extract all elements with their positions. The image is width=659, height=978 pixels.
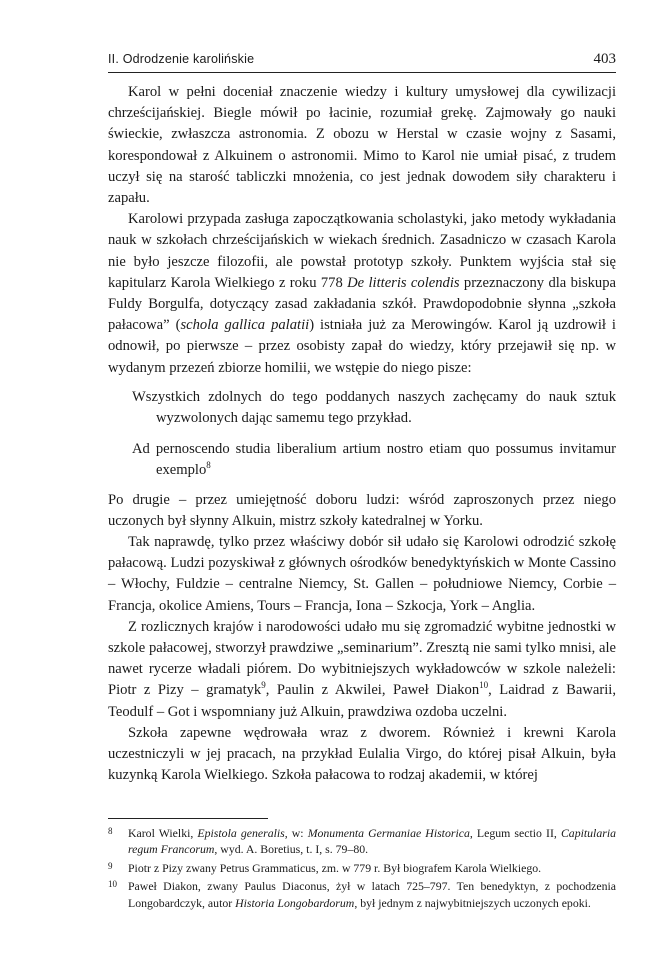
term-schola-palatii: schola gallica palatii — [180, 317, 310, 334]
fn8-t4: , wyd. A. Boretius, t. I, s. 79–80. — [214, 842, 369, 857]
paragraph-4: Tak naprawdę, tylko przez właściwy dobór sił udało się Karolowi odrodzić szkołę pałacową. Ludzi pozyskiwał z głównych ośrodków benedyktyńskich w Monte Cassino – Włochy, Fuldzie – centralne Niemcy, St. Gallen – południowe Niemcy, Corbie – Francja, okolice Amiens, Tours – Francja, Iona – Szkocja, York – Anglia. — [108, 534, 616, 614]
footnote-ref-9[interactable]: 9 — [261, 680, 266, 691]
fn8-i2: Monumenta Germaniae Historica — [307, 826, 470, 840]
fn8-t3: , Legum sectio II, — [469, 826, 561, 840]
paragraph-5 — [108, 617, 616, 723]
fn8-i3: Capitularia regum Francorum — [128, 826, 616, 857]
quote-latin-text: Ad pernoscendo studia liberalium artium nostro etiam quo possumus invitamur exemplo — [132, 441, 616, 479]
quote-latin — [132, 439, 616, 481]
page-number: 403 — [593, 51, 616, 67]
paragraph-5-text-a: Z rozlicznych krajów i narodowości udało mu się zgromadzić wybitne jednostki w szkole pałacowej, stworzył prawdziwe „seminarium”. Zresztą nie sami tylko mnisi, ale nawet rycerze władali piórem. Do wybitniejszych wykładowców w szkole należeli: Piotr z Pizy – gramatyk — [108, 618, 616, 699]
paragraph-5-text-c: , Laidrad z Bawarii, Teodulf – Got i wspomniany już Alkuin, prawdziwa ozdoba uczelni. — [108, 682, 616, 720]
footnote-divider — [108, 818, 268, 819]
footnote-10 — [108, 878, 616, 911]
fn8-t2: , w: — [284, 826, 308, 840]
paragraph-1: Karol w pełni doceniał znaczenie wiedzy i kultury umysłowej dla cywilizacji chrześcijańskiej. Biegle mówił po łacinie, rozumiał grekę. Zajmowały go nauki świeckie, zwłaszcza astronomia. Z obozu w Herstal w czasie wojny z Sasami, korespondował z Alkuinem o astronomii. Mimo to Karol nie umiał pisać, z trudem uczył się na starość tabliczki mnożenia, co jest jednak dowodem siły charakteru i zapału. — [108, 84, 616, 207]
footnote-8 — [108, 825, 616, 858]
fn10-i1: Historia Longobardorum — [235, 895, 355, 910]
fn10-t2: , był jednym z najwybitniejszych uczonych epoki. — [354, 895, 591, 910]
footnote-text: Piotr z Pizy zwany Petrus Grammaticus, zm. w 779 r. Był biografem Karola Wielkiego. — [128, 860, 542, 875]
footnote-mark: 8 — [108, 826, 113, 836]
paragraph-2 — [108, 209, 616, 379]
running-header — [108, 50, 616, 73]
footnote-mark: 10 — [108, 879, 117, 890]
block-quote — [108, 387, 616, 482]
footnote-9 — [108, 860, 616, 876]
paragraph-2-text-b: przeznaczony dla biskupa Fuldy Borgulfa, dotyczący zasad zakładania szkół. Prawdopodobnie słynna „szkoła pałacowa” ( — [108, 274, 617, 334]
footnotes — [108, 818, 616, 913]
footnote-text — [128, 825, 616, 858]
paragraph-3: Po drugie – przez umiejętność doboru ludzi: wśród zaproszonych przez niego uczonych był słynny Alkuin, mistrz szkoły katedralnej w Yorku. — [108, 491, 616, 529]
paragraph-2-text-c: ) istniała już za Merowingów. Karol ją uzdrowił i odnowił, po pierwsze – przez osobisty zapał do wiedzy, który przejawił się np. w wydanym przezeń zbiorze homilii, we wstępie do niego pisze: — [108, 317, 616, 376]
footnote-ref-10[interactable]: 10 — [479, 680, 489, 691]
paragraph-2-text-a: Karolowi przypada zasługa zapoczątkowania scholastyki, jako metody wykładania nauk w szkołach chrześcijańskich w wiekach średnich. Zasadniczo w czasach Karola nie było jeszcze filozofii, ale powstał prototyp szkoły. Punktem wyjścia stał się kapitularz Karola Wielkiego z roku 778 — [108, 211, 616, 291]
fn8-i1: Epistola generalis — [197, 826, 285, 840]
main-text — [108, 82, 616, 787]
footnote-ref-8[interactable]: 8 — [206, 460, 211, 471]
title-de-litteris: De litteris colendis — [347, 274, 460, 291]
paragraph-5-text-b: , Paulin z Akwilei, Paweł Diakon — [265, 682, 480, 699]
paragraph-6: Szkoła zapewne wędrowała wraz z dworem. Również i krewni Karola uczestniczyli w jej pracach, na przykład Eulalia Virgo, do której pisał Alkuin, była kuzynką Karola Wielkiego. Szkoła pałacowa to rodzaj akademii, w której — [108, 724, 616, 784]
footnote-mark: 9 — [108, 860, 113, 871]
footnote-text — [128, 878, 616, 911]
chapter-title: II. Odrodzenie karolińskie — [108, 52, 255, 66]
fn10-t1: Paweł Diakon, zwany Paulus Diaconus, żył w latach 725–797. Ten benedyktyn, z pochodzenia Longobardczyk, autor — [128, 879, 616, 910]
fn8-t1: Karol Wielki, — [128, 826, 198, 840]
quote-polish: Wszystkich zdolnych do tego poddanych naszych zachęcamy do nauk sztuk wyzwolonych dając samemu tego przykład. — [132, 388, 616, 427]
